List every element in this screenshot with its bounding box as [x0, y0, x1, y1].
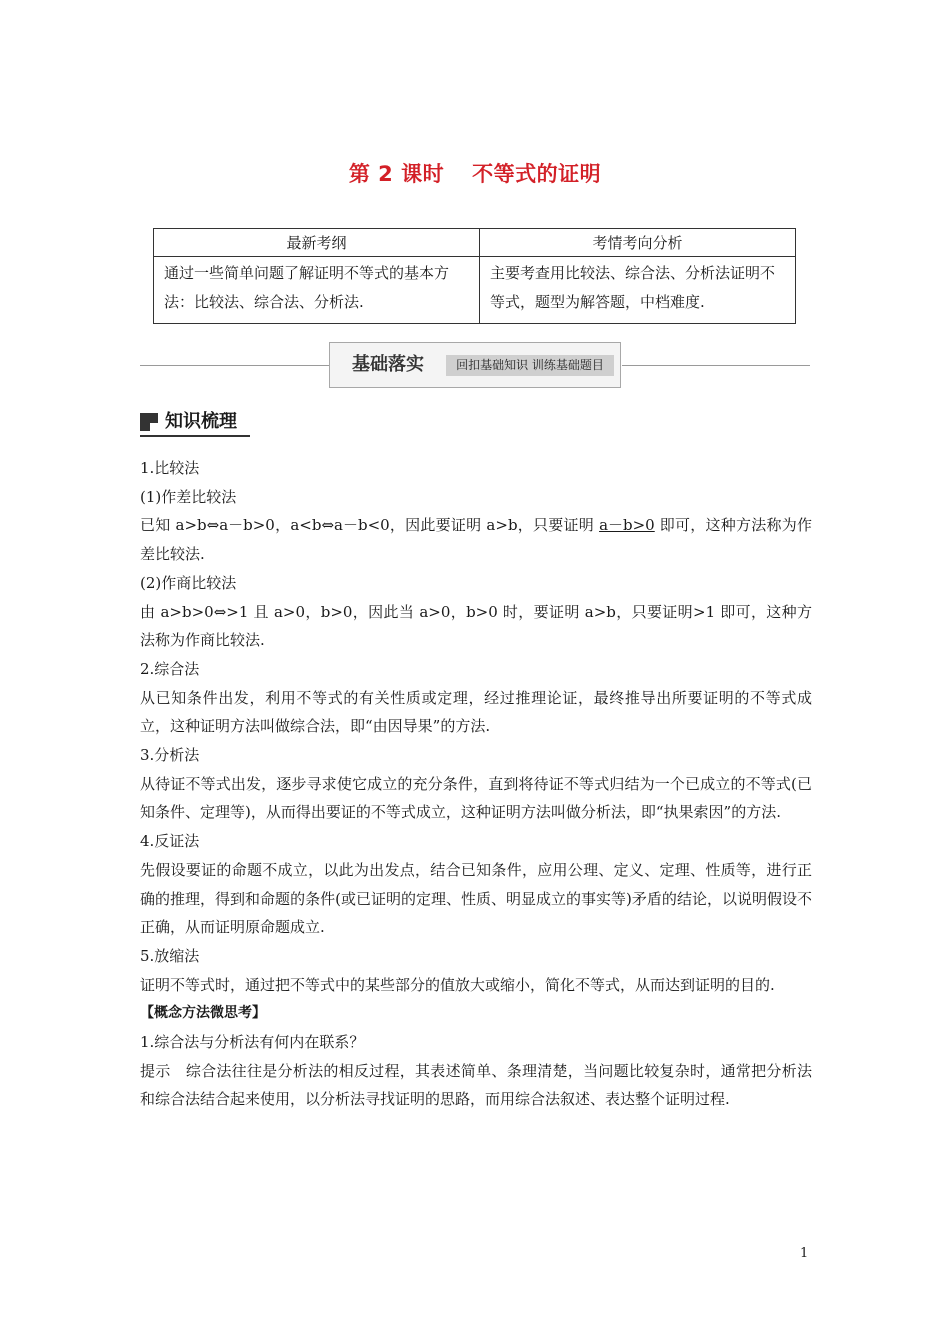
section-banner — [329, 342, 621, 388]
section-1-sub-1: (1)作差比较法 — [140, 487, 237, 506]
answer-1: 提示 综合法往往是分析法的相反过程，其表述简单、条理清楚，当问题比较复杂时，通常把分析法和综合法结合起来使用，以分析法寻找证明的思路，而用综合法叙述、表达整个证明过程. — [140, 1061, 812, 1109]
table-cell-analysis: 主要考查用比较法、综合法、分析法证明不等式，题型为解答题，中档难度. — [480, 257, 796, 324]
section-5-title: 5.放缩法 — [140, 946, 200, 965]
section-1-paragraph-1 — [140, 511, 812, 568]
section-square-icon — [140, 413, 158, 431]
section-heading: 知识梳理 — [165, 411, 237, 432]
table-header-row — [154, 229, 796, 257]
section-2-title: 2.综合法 — [140, 659, 200, 678]
exam-outline-table — [153, 228, 796, 324]
table-row — [154, 257, 796, 324]
table-header-outline: 最新考纲 — [154, 229, 480, 257]
banner-divider-left — [140, 365, 330, 366]
table-cell-outline: 通过一些简单问题了解证明不等式的基本方法：比较法、综合法、分析法. — [154, 257, 480, 324]
title-lesson: 第 2 课时 — [348, 162, 445, 186]
banner-divider-right — [622, 365, 810, 366]
page-title — [0, 158, 950, 188]
section-2-paragraph: 从已知条件出发，利用不等式的有关性质或定理，经过推理论证，最终推导出所要证明的不等式成立，这种证明方法叫做综合法，即“由因导果”的方法. — [140, 688, 812, 736]
section-4-paragraph: 先假设要证的命题不成立，以此为出发点，结合已知条件，应用公理、定义、定理、性质等，进行正确的推理，得到和命题的条件(或已证明的定理、性质、明显成立的事实等)矛盾的结论，以说明假设不正确，从而证明原命题成立. — [140, 860, 812, 937]
section-3-title: 3.分析法 — [140, 746, 200, 765]
title-topic: 不等式的证明 — [472, 162, 602, 186]
section-heading-underline — [140, 435, 250, 437]
section-1-title: 1.比较法 — [140, 459, 200, 477]
question-1: 1.综合法与分析法有何内在联系？ — [140, 1033, 365, 1052]
section-4-title: 4.反证法 — [140, 832, 200, 851]
paragraph-text: 即可，这种方法称为作差比较法. — [140, 516, 812, 564]
section-3-paragraph: 从待证不等式出发，逐步寻求使它成立的充分条件，直到将待证不等式归结为一个已成立的不等式(已知条件、定理等)，从而得出要证的不等式成立，这种证明方法叫做分析法，即“执果索因”的方法. — [140, 774, 812, 822]
section-5-paragraph: 证明不等式时，通过把不等式中的某些部分的值放大或缩小，简化不等式，从而达到证明的目的. — [140, 975, 775, 994]
banner-main-label: 基础落实 — [352, 354, 424, 375]
paragraph-text: 已知 a>b⇔a－b>0，a<b⇔a－b<0，因此要证明 a>b，只要证明 — [140, 516, 600, 535]
table-header-analysis: 考情考向分析 — [480, 229, 796, 257]
main-content — [140, 454, 812, 1114]
section-1-sub-2: (2)作商比较法 — [140, 573, 237, 592]
banner-sub-label: 回扣基础知识 训练基础题目 — [446, 355, 614, 376]
section-1-paragraph-2: 由 a>b>0⇔>1 且 a>0，b>0，因此当 a>0，b>0 时，要证明 a>b，只要证明>1 即可，这种方法称为作商比较法. — [140, 602, 812, 650]
fill-in-blank: a－b>0 — [599, 516, 655, 535]
page-number: 1 — [800, 1246, 809, 1261]
think-title: 【概念方法微思考】 — [140, 1005, 266, 1022]
